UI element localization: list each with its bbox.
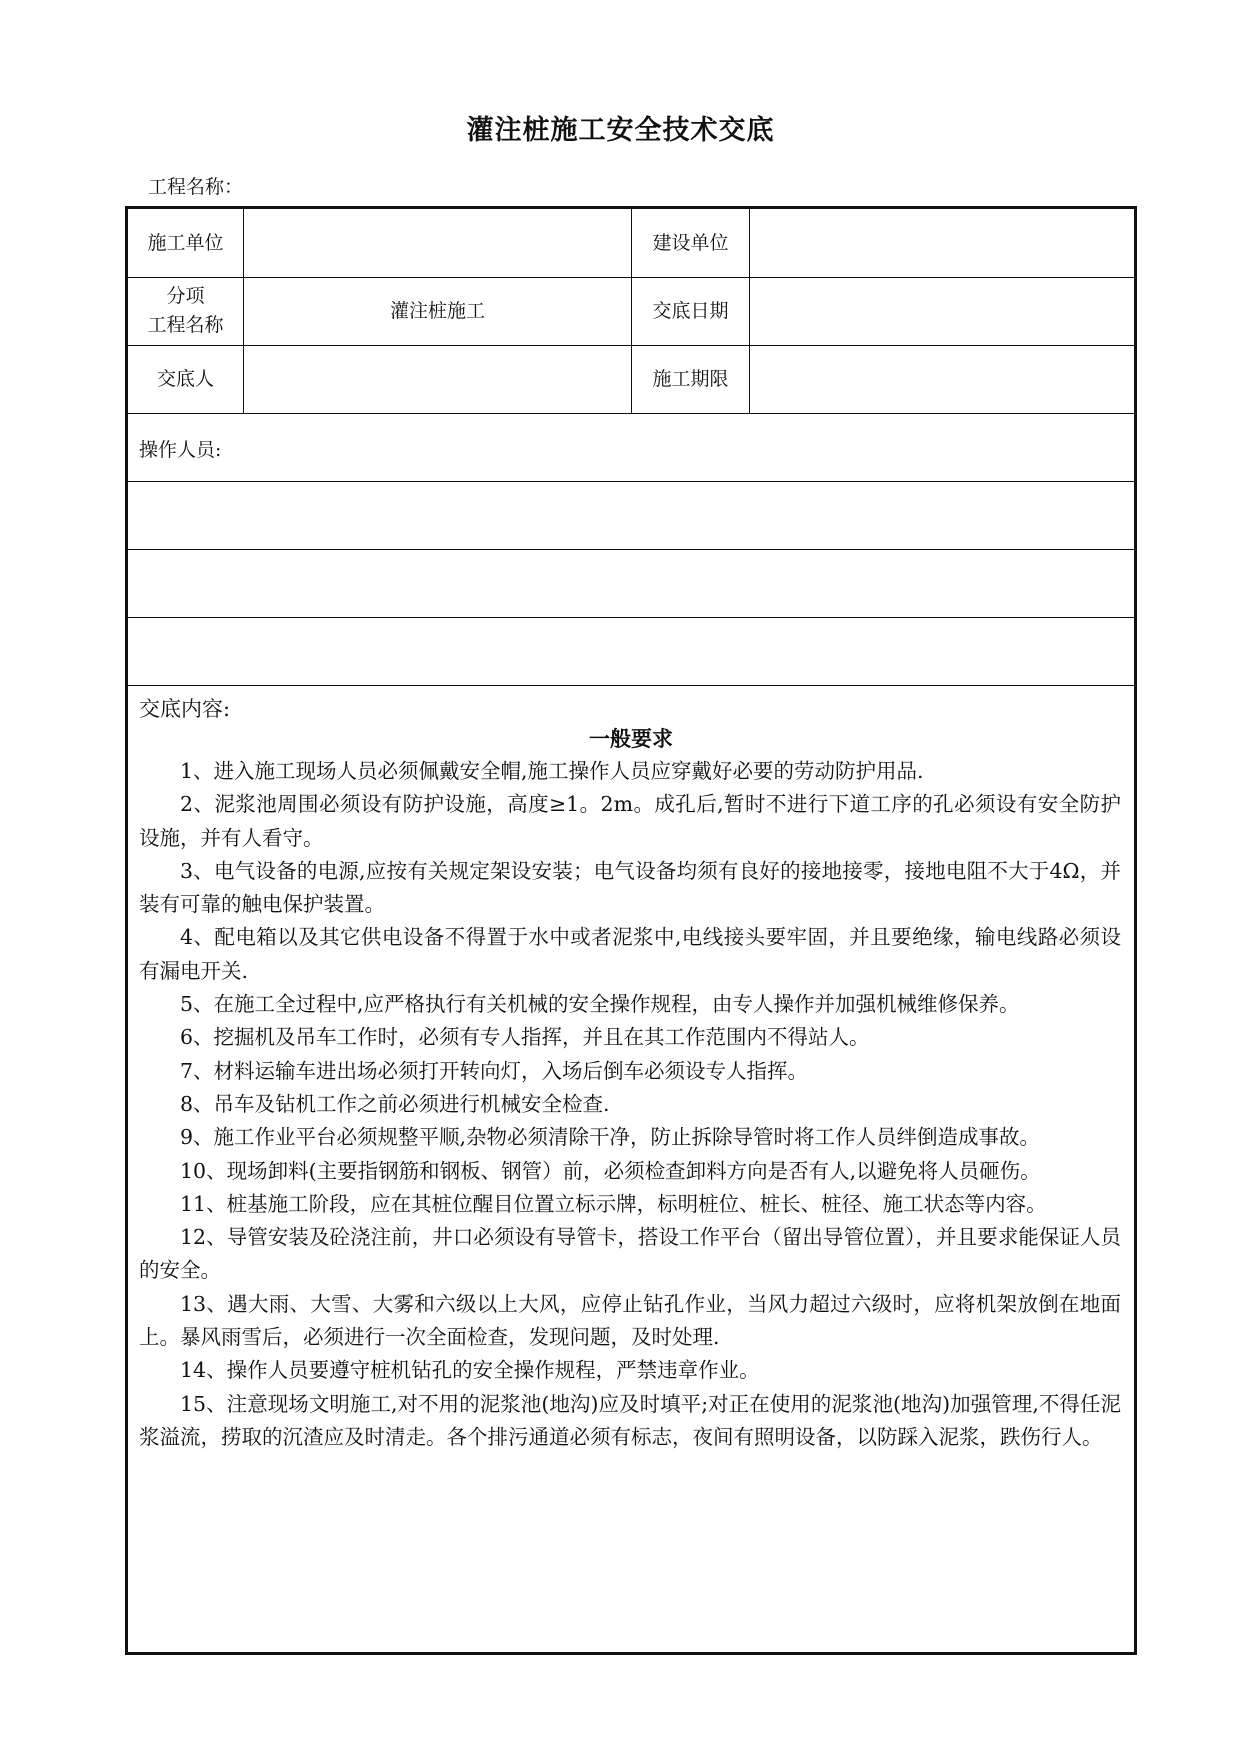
subproject-value: 灌注桩施工 (389, 299, 485, 322)
requirement-item: 15、注意现场文明施工,对不用的泥浆池(地沟)应及时填平;对正在使用的泥浆池(地沟)加强管理,不得任泥浆溢流，捞取的沉渣应及时清走。各个排污通道必须有标志，夜间有照明设备，以防踩入泥浆，跌伤行人。 (139, 1391, 1121, 1449)
row-divider (128, 481, 1134, 482)
requirement-item: 10、现场卸料(主要指钢筋和钢板、钢管）前，必须检查卸料方向是否有人,以避免将人员砸伤。 (180, 1158, 1041, 1183)
content-label: 交底内容: (139, 697, 231, 721)
requirement-item: 1、进入施工现场人员必须佩戴安全帽,施工操作人员应穿戴好必要的劳动防护用品. (180, 759, 924, 783)
requirement-item: 8、吊车及钻机工作之前必须进行机械安全检查. (180, 1091, 610, 1116)
briefer-label: 交底人 (156, 367, 214, 390)
requirement-item: 13、遇大雨、大雪、大雾和六级以上大风，应停止钻孔作业，当风力超过六级时，应将机架放倒在地面上。暴风雨雪后，必须进行一次全面检查，发现问题，及时处理. (139, 1291, 1121, 1350)
requirement-item: 7、材料运输车进出场必须打开转向灯，入场后倒车必须设专人指挥。 (180, 1058, 809, 1083)
briefing-date-value (750, 277, 1134, 345)
requirement-item: 6、挖掘机及吊车工作时，必须有专人指挥，并且在其工作范围内不得站人。 (180, 1025, 870, 1050)
requirements-list (139, 755, 1121, 1454)
subproject-label (128, 277, 243, 345)
requirement-item: 14、操作人员要遵守桩机钻孔的安全操作规程，严禁违章作业。 (180, 1358, 760, 1383)
client-unit-value (750, 209, 1134, 277)
requirement-item: 9、施工作业平台必须规整平顺,杂物必须清除干净，防止拆除导管时将工作人员绊倒造成事故。 (180, 1125, 1041, 1150)
subproject-label-line1: 分项 (166, 285, 205, 307)
construction-period-value (750, 345, 1134, 413)
requirement-item: 2、泥浆池周围必须设有防护设施，高度≥1。2m。成孔后,暂时不进行下道工序的孔必须设有安全防护设施，并有人看守。 (139, 792, 1121, 850)
construction-period-label: 施工期限 (652, 367, 729, 390)
operators-label: 操作人员: (139, 439, 222, 461)
row-divider (128, 549, 1134, 550)
construction-unit-label: 施工单位 (147, 231, 224, 254)
briefing-form (125, 206, 1137, 1655)
requirement-item: 3、电气设备的电源,应按有关规定架设安装；电气设备均须有良好的接地接零，接地电阻不大于4Ω，并装有可靠的触电保护装置。 (139, 858, 1121, 917)
requirement-item: 5、在施工全过程中,应严格执行有关机械的安全操作规程，由专人操作并加强机械维修保养。 (180, 992, 1020, 1017)
row-divider (128, 617, 1134, 618)
requirement-item: 11、桩基施工阶段，应在其桩位醒目位置立标示牌，标明桩位、桩长、桩径、施工状态等内容。 (180, 1191, 1047, 1216)
briefer-value (244, 345, 631, 413)
requirement-item: 4、配电箱以及其它供电设备不得置于水中或者泥浆中,电线接头要牢固，并且要绝缘，输电线路必须设有漏电开关. (139, 925, 1121, 983)
row-divider (128, 413, 1134, 414)
client-unit-label: 建设单位 (652, 231, 729, 254)
requirement-item: 12、导管安装及砼浇注前，井口必须设有导管卡，搭设工作平台（留出导管位置），并且要求能保证人员的安全。 (139, 1225, 1121, 1283)
briefing-date-label: 交底日期 (652, 299, 729, 322)
row-divider (128, 685, 1134, 686)
content-heading: 一般要求 (589, 726, 673, 751)
subproject-label-line2: 工程名称 (147, 314, 224, 336)
project-name-label: 工程名称： (148, 176, 244, 198)
document-title: 灌注桩施工安全技术交底 (466, 115, 775, 146)
construction-unit-value (244, 209, 631, 277)
